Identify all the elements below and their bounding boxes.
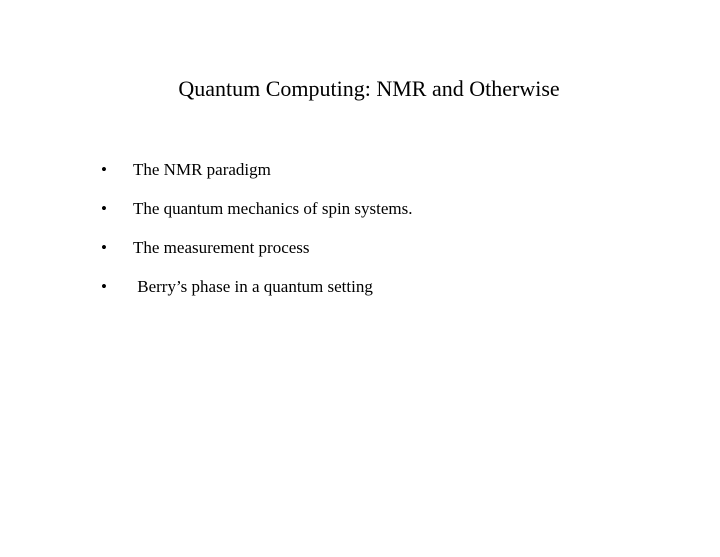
bullet-icon: • — [101, 238, 107, 257]
bullet-icon: • — [101, 277, 107, 296]
bullet-icon: • — [101, 160, 107, 179]
bullet-list — [101, 156, 413, 312]
bullet-text: The quantum mechanics of spin systems. — [133, 199, 413, 218]
bullet-item-spin-systems — [101, 195, 413, 234]
slide-title: Quantum Computing: NMR and Otherwise — [178, 76, 560, 101]
bullet-item-measurement — [101, 234, 310, 273]
bullet-text: The NMR paradigm — [133, 160, 271, 179]
bullet-text: The measurement process — [133, 238, 310, 257]
bullet-icon: • — [101, 199, 107, 218]
bullet-item-berrys-phase — [101, 273, 373, 312]
bullet-item-nmr-paradigm — [101, 156, 271, 195]
bullet-text: Berry’s phase in a quantum setting — [133, 277, 373, 296]
